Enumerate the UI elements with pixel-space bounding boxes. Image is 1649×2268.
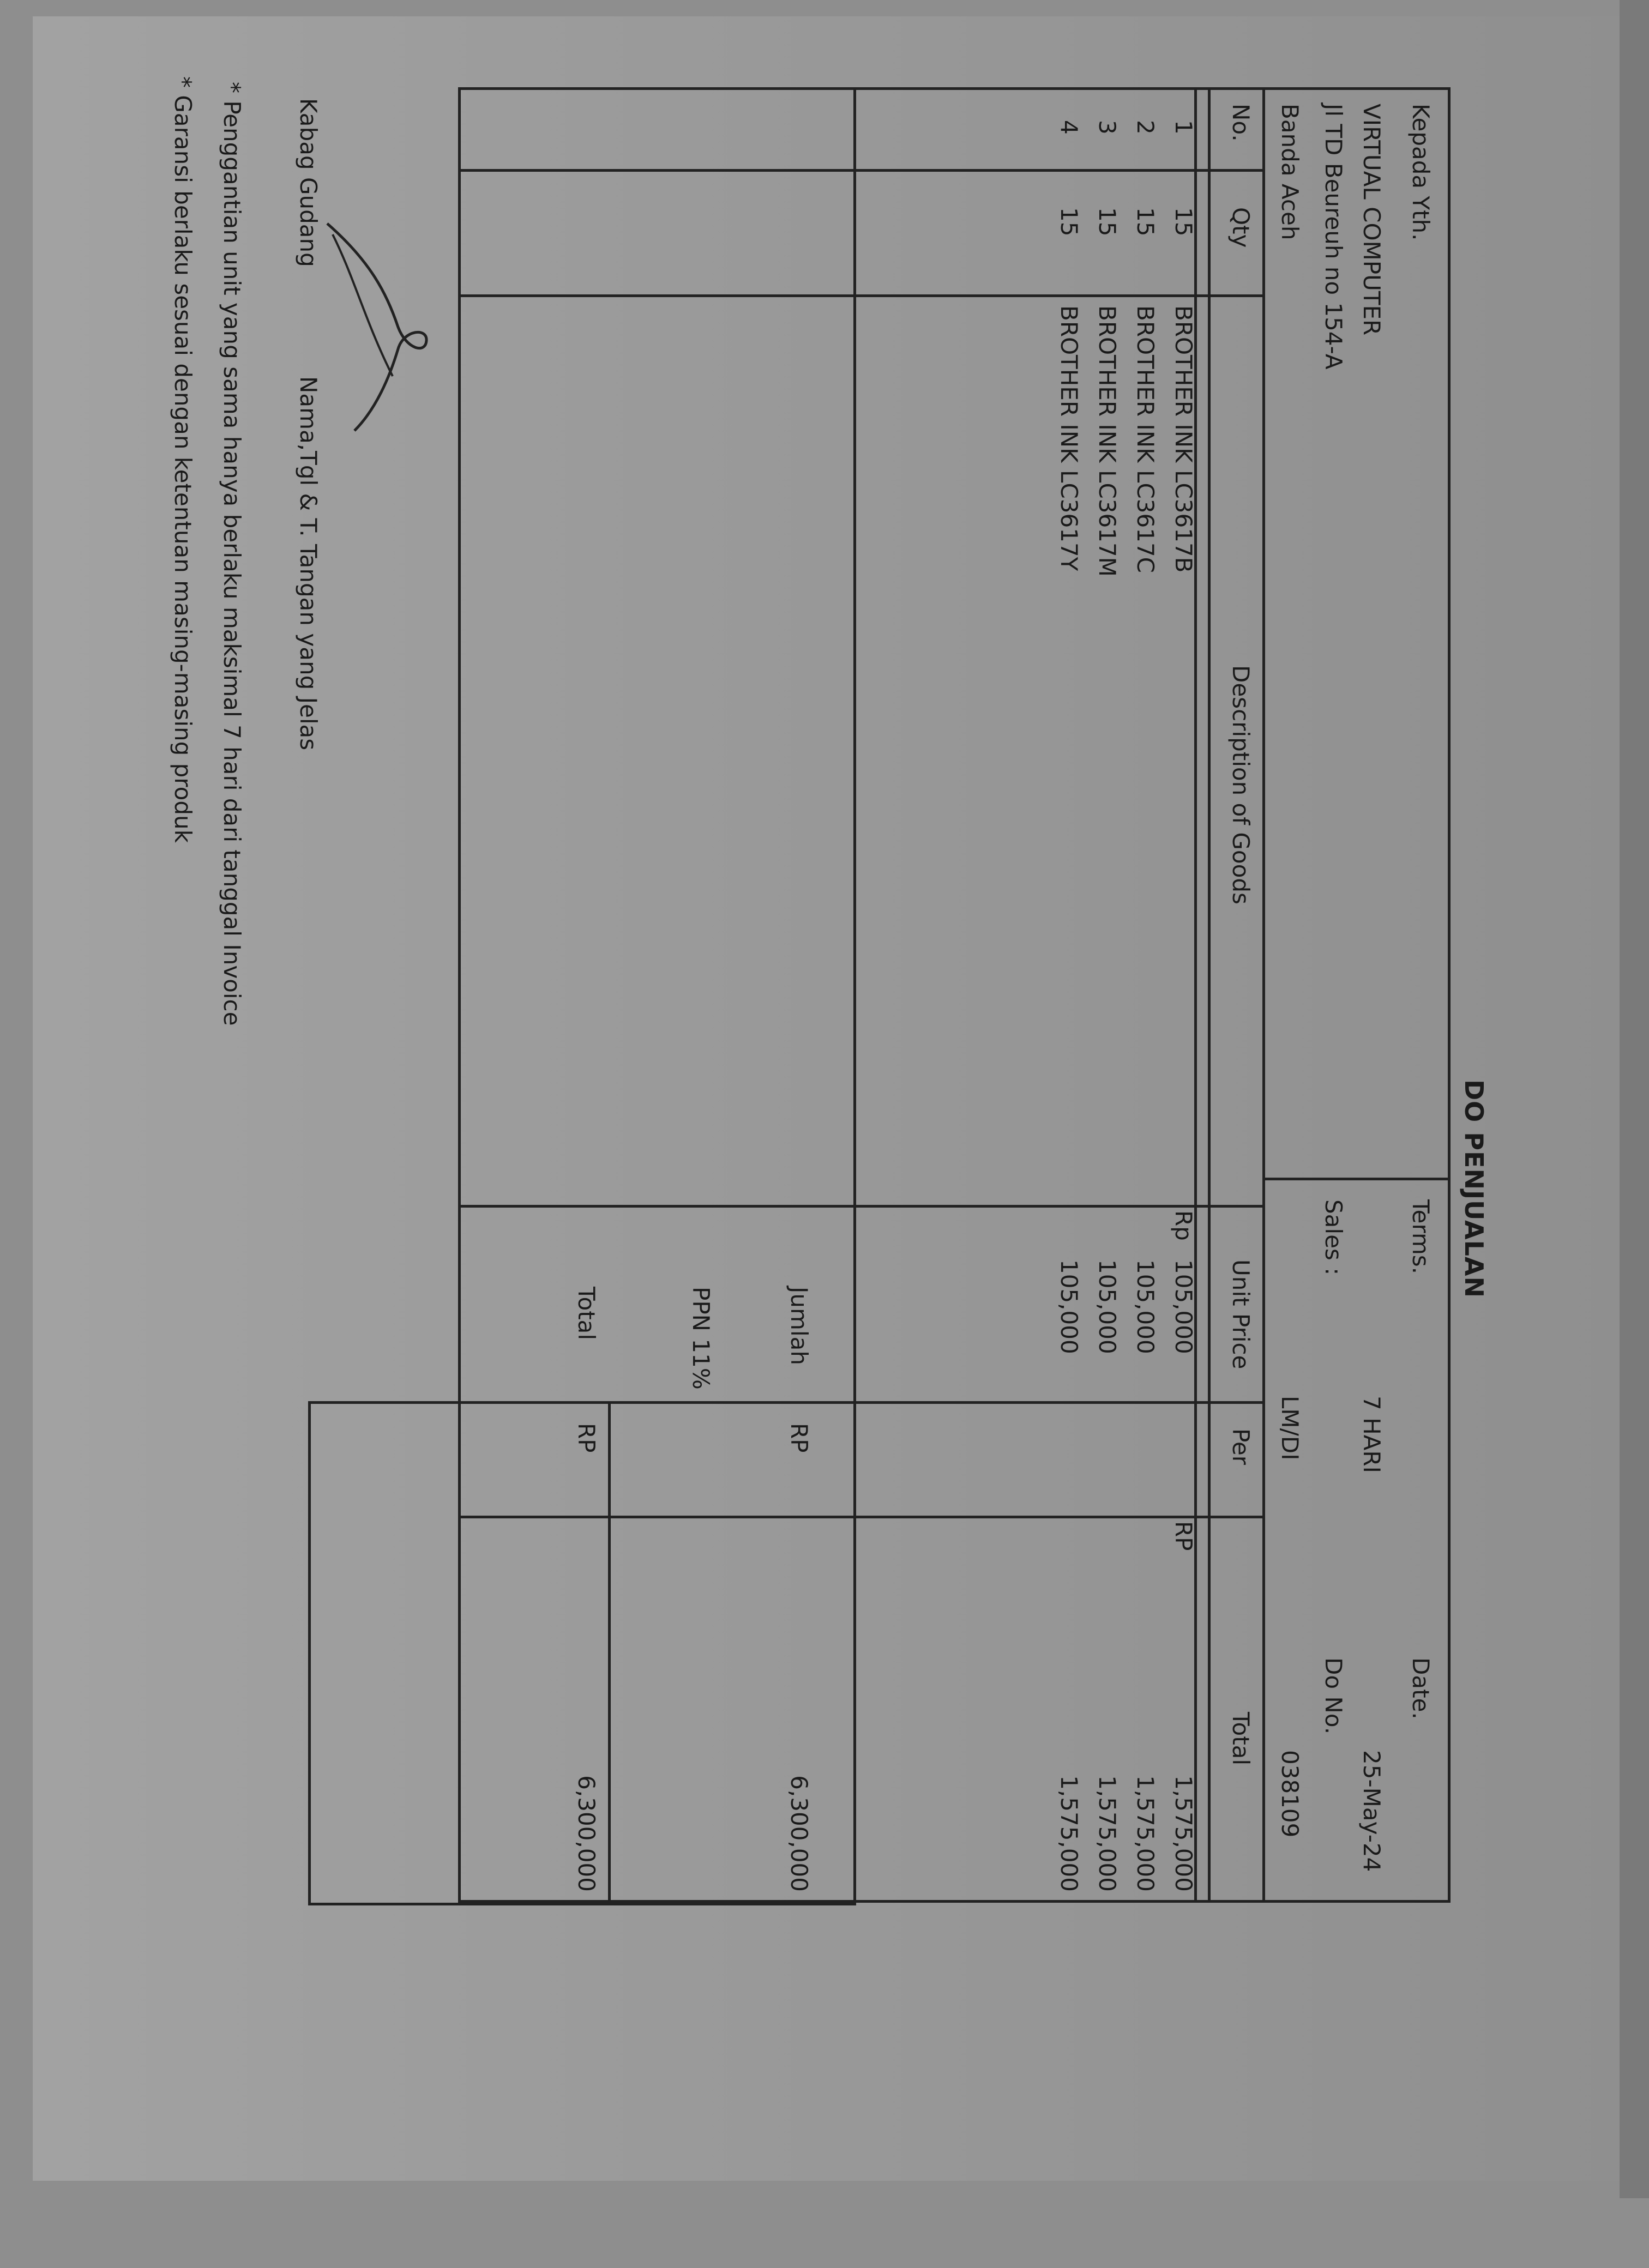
terms-label: Terms.	[1407, 1199, 1434, 1275]
sales-label: Sales :	[1320, 1199, 1347, 1276]
total-value: 6,300,000	[573, 1775, 600, 1892]
summary-line-jumlah	[853, 87, 856, 1903]
item-currency: Rp	[1170, 1210, 1197, 1241]
item-qty: 15	[1094, 207, 1121, 237]
summary-right-border	[311, 1903, 856, 1905]
header-divider	[1265, 1178, 1451, 1180]
item-description: BROTHER INK LC3617C	[1132, 305, 1159, 573]
item-description: BROTHER INK LC3617Y	[1056, 305, 1082, 571]
item-unit-price: 105,000	[1132, 1259, 1159, 1354]
item-no: 4	[1056, 120, 1082, 135]
item-unit-price: 105,000	[1094, 1259, 1121, 1354]
table-header-line	[1208, 87, 1211, 1903]
jumlah-currency: RP	[786, 1423, 813, 1453]
item-no: 3	[1094, 120, 1121, 135]
signature-instruction: Nama,Tgl & T. Tangan yang Jelas	[295, 376, 322, 751]
item-unit-price: 105,000	[1170, 1259, 1197, 1354]
item-unit-price: 105,000	[1056, 1259, 1082, 1354]
col-header-per: Per	[1227, 1428, 1254, 1465]
col-header-qty: Qty	[1227, 207, 1254, 248]
col-header-unit-price: Unit Price	[1227, 1259, 1254, 1370]
item-description: BROTHER INK LC3617M	[1094, 305, 1121, 577]
delivery-order-document	[22, 76, 1494, 2268]
jumlah-label: Jumlah	[786, 1287, 813, 1365]
do-number-value: 038109	[1277, 1750, 1303, 1838]
col-header-no: No.	[1227, 104, 1254, 142]
col-header-total: Total	[1227, 1712, 1254, 1766]
item-total: 1,575,000	[1056, 1775, 1082, 1892]
col-header-description: Description of Goods	[1227, 665, 1254, 904]
recipient-name: VIRTUAL COMPUTER	[1358, 104, 1385, 336]
item-qty: 15	[1132, 207, 1159, 237]
item-total: 1,575,000	[1132, 1775, 1159, 1892]
item-total-currency: RP	[1170, 1521, 1197, 1551]
col-divider-qty	[458, 294, 1265, 297]
date-label: Date.	[1407, 1657, 1434, 1720]
date-value: 25-May-24	[1358, 1750, 1385, 1872]
col-divider-no	[458, 169, 1265, 172]
jumlah-value: 6,300,000	[786, 1775, 813, 1892]
background-edge	[1620, 0, 1649, 2198]
item-total: 1,575,000	[1170, 1775, 1197, 1892]
do-number-label: Do No.	[1320, 1657, 1347, 1735]
recipient-label: Kepada Yth.	[1407, 104, 1434, 241]
item-total: 1,575,000	[1094, 1775, 1121, 1892]
item-no: 2	[1132, 120, 1159, 135]
item-qty: 15	[1170, 207, 1197, 237]
item-description: BROTHER INK LC3617B	[1170, 305, 1197, 573]
signature-scribble	[316, 213, 436, 442]
item-qty: 15	[1056, 207, 1082, 237]
signature-role: Kabag Gudang	[295, 98, 322, 267]
col-divider-desc	[458, 1205, 1265, 1208]
col-divider-per	[458, 1516, 1265, 1518]
sales-value: LM/DI	[1277, 1396, 1303, 1461]
summary-divider	[311, 1401, 856, 1404]
recipient-address: Jl TD Beureuh no 154-A	[1320, 104, 1347, 370]
item-no: 1	[1170, 120, 1197, 135]
summary-line-total	[608, 1401, 611, 1903]
summary-bottom-line	[308, 1401, 311, 1905]
note-replacement: * Penggantian unit yang sama hanya berlaku maksimal 7 hari dari tanggal Invoice	[219, 82, 245, 1026]
total-label: Total	[573, 1287, 600, 1341]
total-currency: RP	[573, 1423, 600, 1453]
ppn-label: PPN 11%	[688, 1287, 714, 1390]
terms-value: 7 HARI	[1358, 1396, 1385, 1473]
note-warranty: * Garansi berlaku sesuai dengan ketentuan masing-masing produk	[170, 76, 196, 843]
document-title: DO PENJUALAN	[1459, 1079, 1489, 1299]
recipient-city: Banda Aceh	[1277, 104, 1303, 240]
